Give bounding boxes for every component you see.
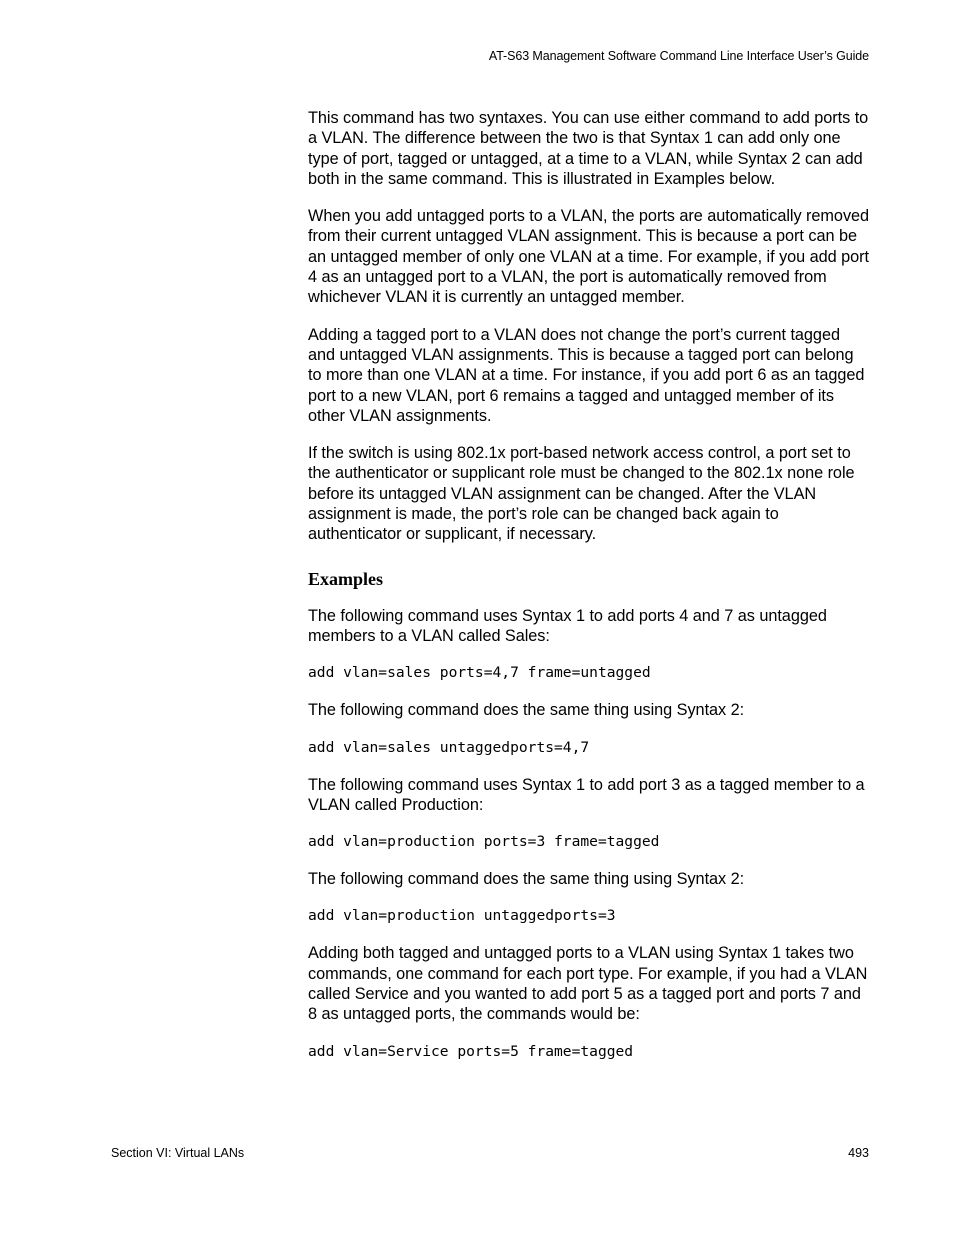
page-content bbox=[308, 108, 870, 1079]
footer-page-number: 493 bbox=[848, 1146, 869, 1160]
example-5-code: add vlan=Service ports=5 frame=tagged bbox=[308, 1042, 634, 1060]
running-header: AT-S63 Management Software Command Line Interface User’s Guide bbox=[488, 49, 869, 63]
example-1-code: add vlan=sales ports=4,7 frame=untagged bbox=[308, 664, 651, 682]
footer-section-title: Section VI: Virtual LANs bbox=[111, 1146, 245, 1160]
paragraph-untagged-ports: When you add untagged ports to a VLAN, the ports are automatically removed from their current untagged VLAN assignment. This is because a port can be an untagged member of only one VLAN at a time. For example, if you add port 4 as an untagged port to a VLAN, the port is automatically removed from whichever VLAN it is currently an untagged member. bbox=[308, 207, 870, 307]
paragraph-8021x: If the switch is using 802.1x port-based network access control, a port set to the authenticator or supplicant role must be changed to the 802.1x none role before its untagged VLAN assignment can be changed. After the VLAN assignment is made, the port’s role can be changed back again to authenticator or supplicant, if necessary. bbox=[308, 444, 855, 544]
example-3-code: add vlan=production ports=3 frame=tagged bbox=[308, 833, 660, 851]
example-4-code: add vlan=production untaggedports=3 bbox=[308, 907, 616, 925]
example-3-text: The following command uses Syntax 1 to add port 3 as a tagged member to a VLAN called Production: bbox=[308, 775, 865, 814]
example-2-code: add vlan=sales untaggedports=4,7 bbox=[308, 738, 590, 756]
example-2-text: The following command does the same thing using Syntax 2: bbox=[308, 701, 745, 720]
paragraph-syntaxes: This command has two syntaxes. You can use either command to add ports to a VLAN. The difference between the two is that Syntax 1 can add only one type of port, tagged or untagged, at a time to a VLAN, while Syntax 2 can add both in the same command. This is illustrated in Examples below. bbox=[308, 109, 869, 188]
example-4-text: The following command does the same thing using Syntax 2: bbox=[308, 870, 745, 889]
example-1-text: The following command uses Syntax 1 to add ports 4 and 7 as untagged members to a VLAN called Sales: bbox=[308, 606, 827, 645]
paragraph-tagged-ports: Adding a tagged port to a VLAN does not change the port’s current tagged and untagged VLAN assignments. This is because a tagged port can belong to more than one VLAN at a time. For instance, if you add port 6 as an tagged port to a new VLAN, port 6 remains a tagged and untagged member of its other VLAN assignments. bbox=[308, 325, 865, 425]
examples-heading: Examples bbox=[308, 568, 384, 589]
example-5-text: Adding both tagged and untagged ports to a VLAN using Syntax 1 takes two commands, one command for each port type. For example, if you had a VLAN called Service and you wanted to add port 5 as a tagged port and ports 7 and 8 as untagged ports, the commands would be: bbox=[308, 944, 868, 1024]
